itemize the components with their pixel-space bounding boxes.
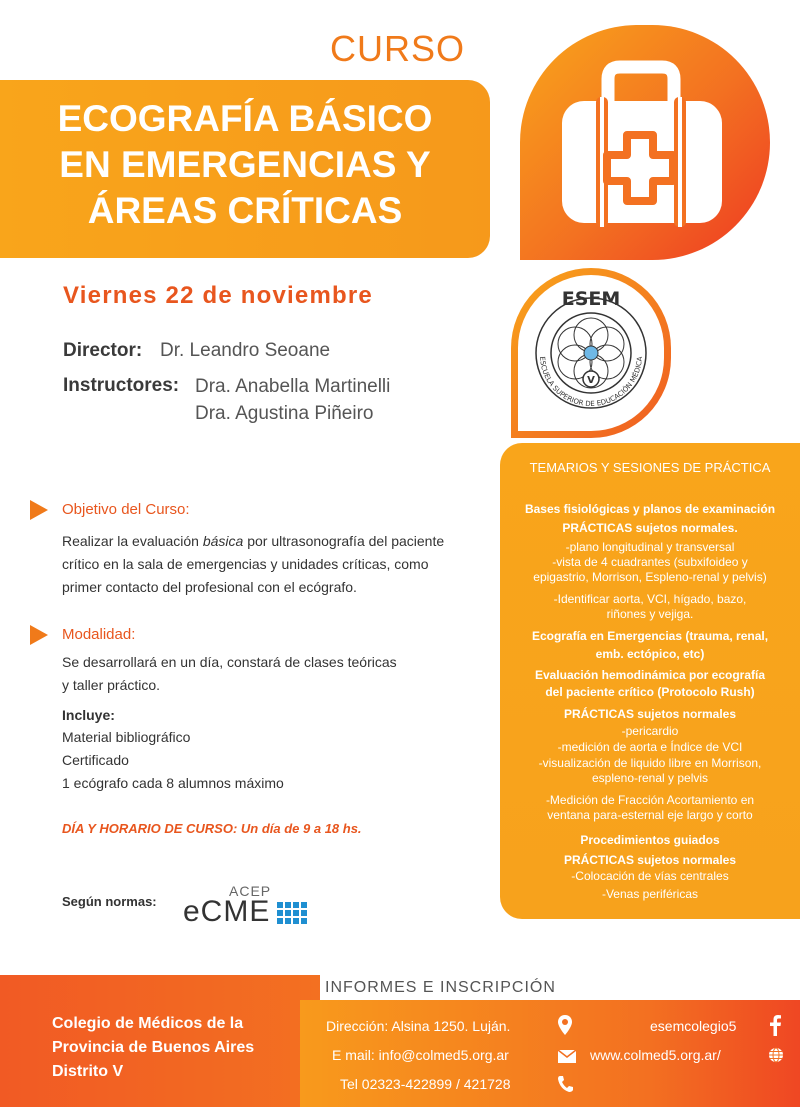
syllabus-line: -medición de aorta e Índice de VCI: [557, 740, 743, 754]
syllabus-line: del paciente crítico (Protocolo Rush): [545, 685, 755, 699]
syllabus-line: ventana para-esternal eje largo y corto: [547, 808, 753, 822]
modality-text: [62, 651, 492, 697]
website-link[interactable]: www.colmed5.org.ar/: [590, 1047, 721, 1063]
director-name: Dr. Leandro Seoane: [160, 340, 331, 361]
syllabus-line: -Identificar aorta, VCI, hígado, bazo,: [553, 592, 747, 606]
phone-text[interactable]: Tel 02323-422899 / 421728: [340, 1076, 511, 1092]
course-label: CURSO: [330, 28, 466, 69]
facebook-icon[interactable]: [768, 1014, 782, 1041]
syllabus-line: -Colocación de vías centrales: [571, 869, 729, 883]
ecme-grid-icon: [277, 902, 309, 929]
syllabus-line: riñones y vejiga.: [606, 607, 694, 621]
syllabus-line: PRÁCTICAS sujetos normales.: [562, 521, 738, 535]
title-band: [0, 80, 490, 258]
ecme-logo-text: eCME: [183, 895, 271, 928]
includes-item: Material bibliográfico: [62, 729, 191, 745]
syllabus-line: Procedimientos guiados: [580, 833, 720, 847]
esem-wordmark: ESEM: [561, 288, 621, 310]
syllabus-line: Bases fisiológicas y planos de examinación: [524, 502, 776, 516]
instructor-name: Dra. Anabella Martinelli: [195, 376, 391, 397]
modality-title: Modalidad:: [62, 626, 136, 643]
course-date: Viernes 22 de noviembre: [63, 282, 373, 309]
location-pin-icon: [557, 1014, 573, 1041]
esem-badge: [518, 275, 664, 431]
mail-icon: [558, 1050, 576, 1068]
objective-text-emphasis: básica: [202, 533, 244, 549]
info-heading: INFORMES E INSCRIPCIÓN: [325, 979, 556, 996]
modality-line: Se desarrollará en un día, constará de clases teóricas: [62, 654, 397, 670]
syllabus-line: Ecografía en Emergencias (trauma, renal,: [531, 629, 769, 643]
syllabus-line: -visualización de liquido libre en Morrison,: [538, 756, 762, 770]
syllabus-line: -vista de 4 cuadrantes (subxifoideo y: [552, 555, 748, 569]
org-line: Distrito V: [52, 1063, 124, 1080]
facebook-handle[interactable]: esemcolegio5: [650, 1018, 737, 1034]
syllabus-line: epigastrio, Morrison, Espleno-renal y pelvis): [533, 570, 767, 584]
syllabus-line: emb. ectópico, etc): [595, 647, 705, 661]
acep-label: ACEP: [229, 883, 272, 899]
instructors-label: Instructores:: [63, 375, 180, 396]
objective-text-line: primer contacto del profesional con el ecógrafo.: [62, 579, 357, 595]
bullet-arrow-icon: [30, 625, 48, 645]
esem-seal-icon: [518, 275, 664, 431]
syllabus-line: -plano longitudinal y transversal: [565, 540, 735, 554]
standards-label: Según normas:: [62, 894, 157, 909]
objective-text-line: crítico en la sala de emergencias y unidades críticas, como: [62, 556, 429, 572]
medical-kit-badge: [520, 25, 770, 260]
includes-item: 1 ecógrafo cada 8 alumnos máximo: [62, 775, 284, 791]
org-line: Colegio de Médicos de la: [52, 1015, 244, 1032]
address-text: Dirección: Alsina 1250. Luján.: [326, 1018, 511, 1034]
objective-text-post: por ultrasonografía del paciente: [243, 533, 445, 549]
director-label: Director:: [63, 340, 143, 361]
objective-text-pre: Realizar la evaluación: [62, 533, 203, 549]
phone-icon: [557, 1075, 573, 1098]
syllabus-heading: TEMARIOS Y SESIONES DE PRÁCTICA: [529, 460, 771, 475]
org-line: Provincia de Buenos Aires: [52, 1039, 255, 1056]
syllabus-line: PRÁCTICAS sujetos normales: [563, 853, 737, 867]
includes-item: Certificado: [62, 752, 129, 768]
globe-icon: [768, 1047, 784, 1068]
esem-numeral: V: [587, 375, 595, 386]
syllabus-line: espleno-renal y pelvis: [591, 771, 709, 785]
organization-name: [52, 1012, 254, 1084]
objective-title: Objetivo del Curso:: [62, 501, 190, 518]
instructor-name: Dra. Agustina Piñeiro: [195, 403, 374, 424]
title-line-3: ÁREAS CRÍTICAS: [87, 190, 403, 231]
schedule-text: DÍA Y HORARIO DE CURSO: Un día de 9 a 18 hs.: [62, 821, 362, 836]
medical-kit-icon: [520, 25, 770, 260]
syllabus-line: PRÁCTICAS sujetos normales: [563, 707, 737, 721]
title-line-2: EN EMERGENCIAS Y: [59, 144, 431, 185]
esem-ring-text: ESCUELA SUPERIOR DE EDUCACIÓN MÉDICA: [537, 356, 645, 409]
syllabus-line: -Medición de Fracción Acortamiento en: [545, 793, 755, 807]
bullet-arrow-icon: [30, 500, 48, 520]
objective-text: [62, 530, 492, 599]
syllabus-line: Evaluación hemodinámica por ecografía: [534, 668, 766, 682]
title-line-1: ECOGRAFÍA BÁSICO: [57, 98, 433, 139]
modality-line: y taller práctico.: [62, 677, 161, 693]
includes-label: Incluye:: [62, 707, 115, 723]
syllabus-line: -pericardio: [621, 724, 679, 738]
email-text[interactable]: E mail: info@colmed5.org.ar: [332, 1047, 509, 1063]
syllabus-line: -Venas periféricas: [601, 887, 699, 901]
